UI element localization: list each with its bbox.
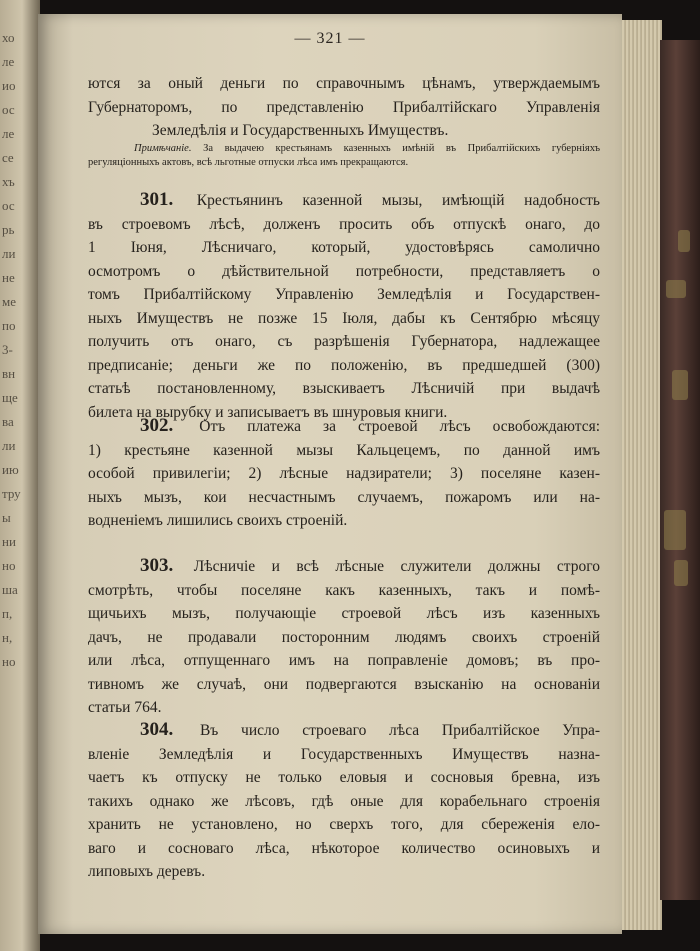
left-page-fragment: ы (2, 510, 11, 525)
page-number: — 321 — (294, 30, 366, 47)
left-page-fragment: п, (2, 606, 13, 621)
text-line: водненіемъ лишились своихъ строеній. (88, 512, 348, 529)
section-number: 303. (140, 555, 174, 576)
text-line: статьѣ постановленному, взыскиваетъ Лѣсничій при выдачѣ (88, 380, 600, 397)
text-line: 1) крестьяне казенной мызы Кальцецемъ, по данной имъ (88, 441, 600, 459)
left-page-fragment: ни (2, 534, 16, 549)
section-number: 304. (140, 719, 174, 740)
left-page-fragment: ле (2, 54, 15, 69)
left-page-fragment: ли (2, 246, 16, 261)
text-line: Отъ платежа за строевой лѣсъ освобождаются: (199, 418, 601, 435)
note (88, 142, 600, 170)
book-cover (660, 40, 700, 900)
text-line: ются за оный деньги по справочнымъ цѣнамъ, утверждаемымъ (88, 75, 600, 92)
left-page-fragment: ша (2, 582, 18, 597)
text-line: хранить не установлено, но сверхъ того, для сбереженія ело- (88, 816, 600, 833)
page-edges (618, 20, 662, 930)
left-page-fragment: ле (2, 126, 15, 141)
left-page-fragment: вн (2, 366, 16, 381)
left-page-fragment: 3- (2, 342, 13, 357)
left-page-fragment: рь (2, 222, 15, 237)
left-page-fragment: тру (2, 486, 21, 501)
text-line: 1 Іюня, Лѣсничаго, который, удостовѣрясь самолично (88, 239, 600, 256)
left-page-fragment: хо (2, 30, 15, 45)
text-line: чаетъ къ отпуску не только еловыя и сосновыя бревна, изъ (88, 769, 600, 786)
intro-paragraph (88, 72, 600, 143)
text-line: статьи 764. (88, 699, 162, 716)
text-line: томъ Прибалтійскому Управленію Земледѣлія и Государствен- (88, 286, 600, 303)
left-page-fragment: ли (2, 438, 16, 453)
left-page-fragment: н, (2, 630, 13, 645)
text-line: щичьихъ мызъ, получающіе строевой лѣсъ изъ казенныхъ (88, 605, 600, 622)
left-page-fragment: се (2, 150, 14, 165)
text-line: осмотромъ о дѣйствительной потребности, представляетъ о (88, 262, 600, 280)
text-line: Лѣсничіе и всѣ лѣсные служители должны строго (193, 558, 600, 575)
text-line: Крестьянинъ казенной мызы, имѣющій надобность (196, 192, 600, 209)
text-line: въ строевомъ лѣсѣ, долженъ просить объ отпускѣ онаго, до (88, 215, 600, 233)
section-301 (88, 188, 600, 424)
note-text: регуляціонныхъ актовъ, всѣ льготные отпуски лѣса имъ прекращаются. (88, 157, 409, 168)
text-line: Губернаторомъ, по представленію Прибалтійскаго Управленія (88, 98, 600, 116)
left-page-fragment: но (2, 558, 16, 573)
left-page-fragment: ще (2, 390, 18, 405)
note-label: Примѣчаніе. (134, 143, 192, 154)
section-302 (88, 414, 600, 533)
text-line: липовыхъ деревъ. (88, 863, 206, 880)
section-303 (88, 554, 600, 720)
left-page-fragment: по (2, 318, 16, 333)
text-line: дачъ, не продавали посторонним людямъ своихъ строеній (88, 628, 600, 646)
text-line: получить отъ онаго, съ разрѣшенія Губернатора, надлежащее (88, 333, 600, 350)
text-line: ныхъ Имуществъ не позже 15 Іюля, дабы къ Сентябрю мѣсяцу (88, 309, 600, 327)
left-page-fragment: ио (2, 78, 16, 93)
text-line: или лѣса, отпущеннаго имъ на поправленіе домовъ; въ про- (88, 652, 600, 669)
text-line: Земледѣлія и Государственныхъ Имуществъ. (152, 122, 449, 139)
text-line: предписаніе; деньги же по положенію, въ предшедшей (300) (88, 356, 600, 374)
text-line: билета на вырубку и записываетъ въ шнуровыя книги. (88, 403, 448, 421)
note-text: За выдачею крестьянамъ казенныхъ имѣній въ Прибалтійскихъ губерніяхъ (203, 143, 600, 154)
text-line: тивномъ же случаѣ, они подвергаются взысканію на основаніи (88, 675, 600, 693)
section-number: 301. (140, 189, 174, 210)
left-page-fragment: не (2, 270, 15, 285)
left-page-fragment: ва (2, 414, 14, 429)
left-page-edge (0, 0, 40, 951)
left-page-fragment: но (2, 654, 16, 669)
text-line: ваго и сосноваго лѣса, нѣкоторое количество осиновыхъ и (88, 839, 600, 857)
left-page-fragment: ос (2, 198, 15, 213)
section-304 (88, 718, 600, 884)
text-line: смотрѣть, чтобы поселяне какъ казенныхъ, такъ и помѣ- (88, 581, 600, 599)
text-line: ныхъ мызъ, кои несчастнымъ случаемъ, пожаромъ или на- (88, 488, 600, 506)
text-line: вленіе Земледѣлія и Государственныхъ Имуществъ назна- (88, 745, 600, 763)
left-page-fragment: ию (2, 462, 19, 477)
left-page-fragment: хъ (2, 174, 15, 189)
section-number: 302. (140, 415, 174, 436)
book-page (38, 14, 622, 934)
left-page-fragment: ос (2, 102, 15, 117)
text-line: Въ число строеваго лѣса Прибалтійское Упра- (199, 722, 600, 739)
text-line: особой привилегіи; 2) лѣсные надзиратели; 3) поселяне казен- (88, 465, 600, 482)
left-page-fragment: ме (2, 294, 16, 309)
text-line: такихъ однако же лѣсовъ, гдѣ оные для корабельнаго строенія (88, 792, 600, 810)
